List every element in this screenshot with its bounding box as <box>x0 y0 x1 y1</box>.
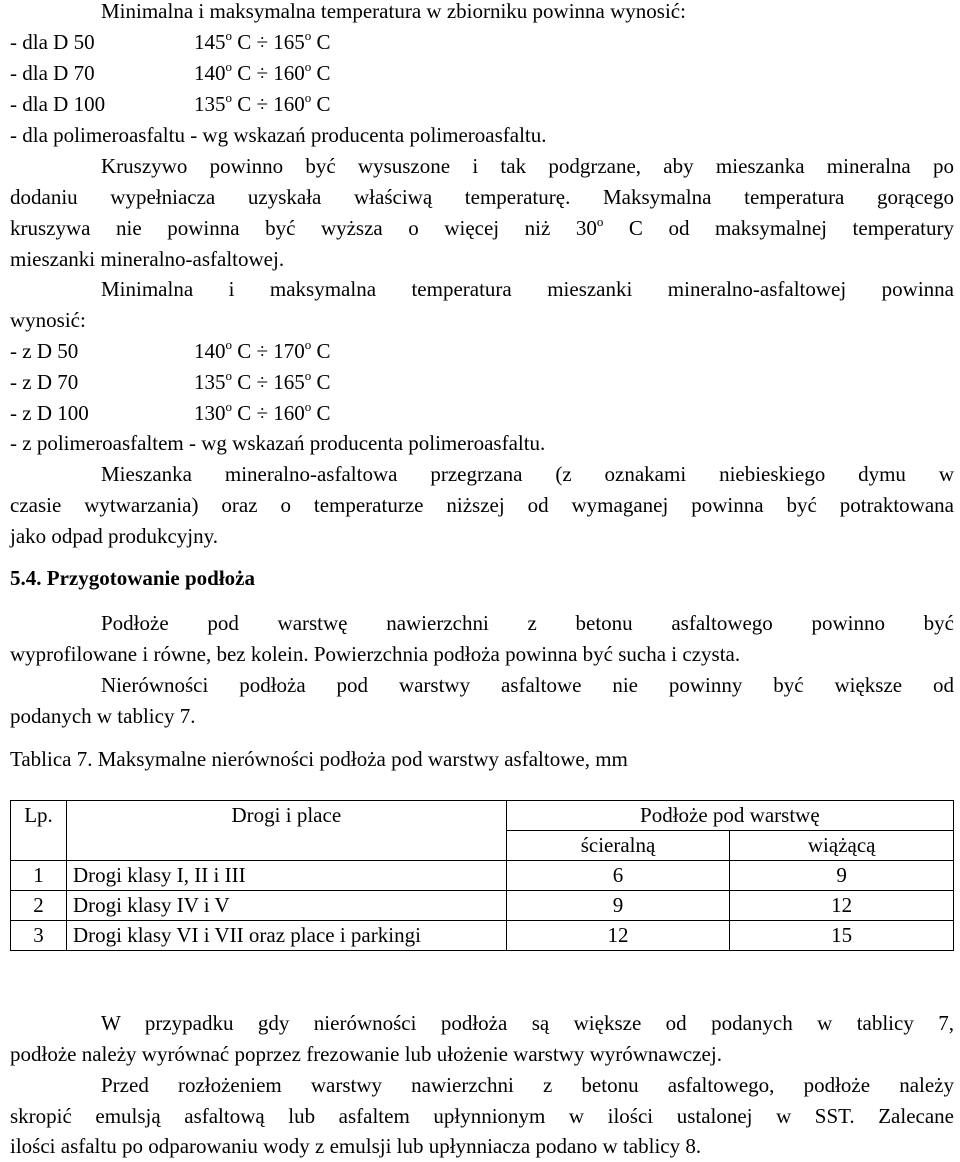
cell-lp: 2 <box>11 891 67 921</box>
tank-row-label: - dla D 70 <box>10 61 95 85</box>
header-base: Podłoże pod warstwę <box>506 801 953 831</box>
substrate-para-line-3: Nierówności podłoża pod warstwy asfaltowe nie powinny być większe od <box>101 673 954 697</box>
header-roads: Drogi i place <box>66 801 506 831</box>
milling-para-line-1: W przypadku gdy nierówności podłoża są większe od podanych w tablicy 7, <box>101 1011 954 1035</box>
table-row <box>11 891 954 921</box>
cell-roads: Drogi klasy I, II i III <box>66 861 506 891</box>
tank-row <box>10 58 954 89</box>
cell-binder: 9 <box>730 861 954 891</box>
cell-lp: 1 <box>11 861 67 891</box>
table-header-row <box>11 801 954 831</box>
cell-wearing: 12 <box>506 921 730 951</box>
tank-polymer-line: - dla polimeroasfaltu - wg wskazań producenta polimeroasfaltu. <box>10 123 547 147</box>
tank-row-label: - dla D 100 <box>10 92 106 116</box>
table-row <box>11 861 954 891</box>
cell-wearing: 6 <box>506 861 730 891</box>
aggregate-para-line-3: kruszywa nie powinna być wyższa o więcej niż 30$^o$ C od maksymalnej temperatury <box>10 214 954 240</box>
tank-temp-intro: Minimalna i maksymalna temperatura w zbiorniku powinna wynosić: <box>101 0 686 23</box>
emulsion-para-line-2: skropić emulsją asfaltową lub asfaltem upłynnionym w ilości ustalonej w SST. Zalecane <box>10 1104 954 1128</box>
emulsion-para-line-3: ilości asfaltu po odparowaniu wody z emulsji lub upłynniacza podano w tablicy 8. <box>10 1134 702 1158</box>
mix-row-label: - z D 100 <box>10 401 89 425</box>
overheated-para-line-2: czasie wytwarzania) oraz o temperaturze niższej od wymaganej powinna być potraktowana <box>10 493 954 517</box>
subheader-roads-empty <box>66 831 506 861</box>
mix-temp-intro-line-1: Minimalna i maksymalna temperatura mieszanki mineralno-asfaltowej powinna <box>101 277 954 301</box>
mix-row-range: 130$^o$ C ÷ 160$^o$ C <box>194 399 331 425</box>
substrate-para-line-2: wyprofilowane i równe, bez kolein. Powierzchnia podłoża powinna być sucha i czysta. <box>10 642 741 666</box>
cell-roads: Drogi klasy IV i V <box>66 891 506 921</box>
table-caption: Tablica 7. Maksymalne nierówności podłoża pod warstwy asfaltowe, mm <box>10 747 628 771</box>
cell-roads: Drogi klasy VI i VII oraz place i parkingi <box>66 921 506 951</box>
overheated-para-line-1: Mieszanka mineralno-asfaltowa przegrzana (z oznakami niebieskiego dymu w <box>101 462 954 486</box>
subheader-binder: wiążącą <box>730 831 954 861</box>
tank-row-range: 145$^o$ C ÷ 165$^o$ C <box>194 28 331 54</box>
unevenness-table <box>10 800 954 951</box>
mix-row <box>10 336 954 367</box>
table-row <box>11 921 954 951</box>
mix-row-label: - z D 50 <box>10 339 79 363</box>
mix-row <box>10 367 954 398</box>
cell-wearing: 9 <box>506 891 730 921</box>
cell-binder: 12 <box>730 891 954 921</box>
subheader-lp-empty <box>11 831 67 861</box>
header-lp: Lp. <box>11 801 67 831</box>
cell-lp: 3 <box>11 921 67 951</box>
mix-row-range: 140$^o$ C ÷ 170$^o$ C <box>194 337 331 363</box>
substrate-para-line-4: podanych w tablicy 7. <box>10 704 196 728</box>
subheader-wearing: ścieralną <box>506 831 730 861</box>
overheated-para-line-3: jako odpad produkcyjny. <box>10 524 219 548</box>
mix-row <box>10 398 954 429</box>
emulsion-para-line-1: Przed rozłożeniem warstwy nawierzchni z betonu asfaltowego, podłoże należy <box>101 1073 954 1097</box>
mix-polymer-line: - z polimeroasfaltem - wg wskazań producenta polimeroasfaltu. <box>10 431 546 455</box>
tank-row-range: 140$^o$ C ÷ 160$^o$ C <box>194 59 331 85</box>
tank-row-range: 135$^o$ C ÷ 160$^o$ C <box>194 90 331 116</box>
aggregate-para-line-1: Kruszywo powinno być wysuszone i tak podgrzane, aby mieszanka mineralna po <box>101 154 954 178</box>
cell-binder: 15 <box>730 921 954 951</box>
mix-row-label: - z D 70 <box>10 370 79 394</box>
tank-row <box>10 89 954 120</box>
substrate-para-line-1: Podłoże pod warstwę nawierzchni z betonu asfaltowego powinno być <box>101 611 954 635</box>
mix-row-range: 135$^o$ C ÷ 165$^o$ C <box>194 368 331 394</box>
tank-row-label: - dla D 50 <box>10 30 95 54</box>
aggregate-para-line-4: mieszanki mineralno-asfaltowej. <box>10 247 285 271</box>
table-subheader-row <box>11 831 954 861</box>
aggregate-para-line-2: dodaniu wypełniacza uzyskała właściwą temperaturę. Maksymalna temperatura gorącego <box>10 185 954 209</box>
section-heading: 5.4. Przygotowanie podłoża <box>10 566 255 590</box>
milling-para-line-2: podłoże należy wyrównać poprzez frezowanie lub ułożenie warstwy wyrównawczej. <box>10 1042 722 1066</box>
mix-temp-intro-line-2: wynosić: <box>10 308 86 332</box>
tank-row <box>10 27 954 58</box>
